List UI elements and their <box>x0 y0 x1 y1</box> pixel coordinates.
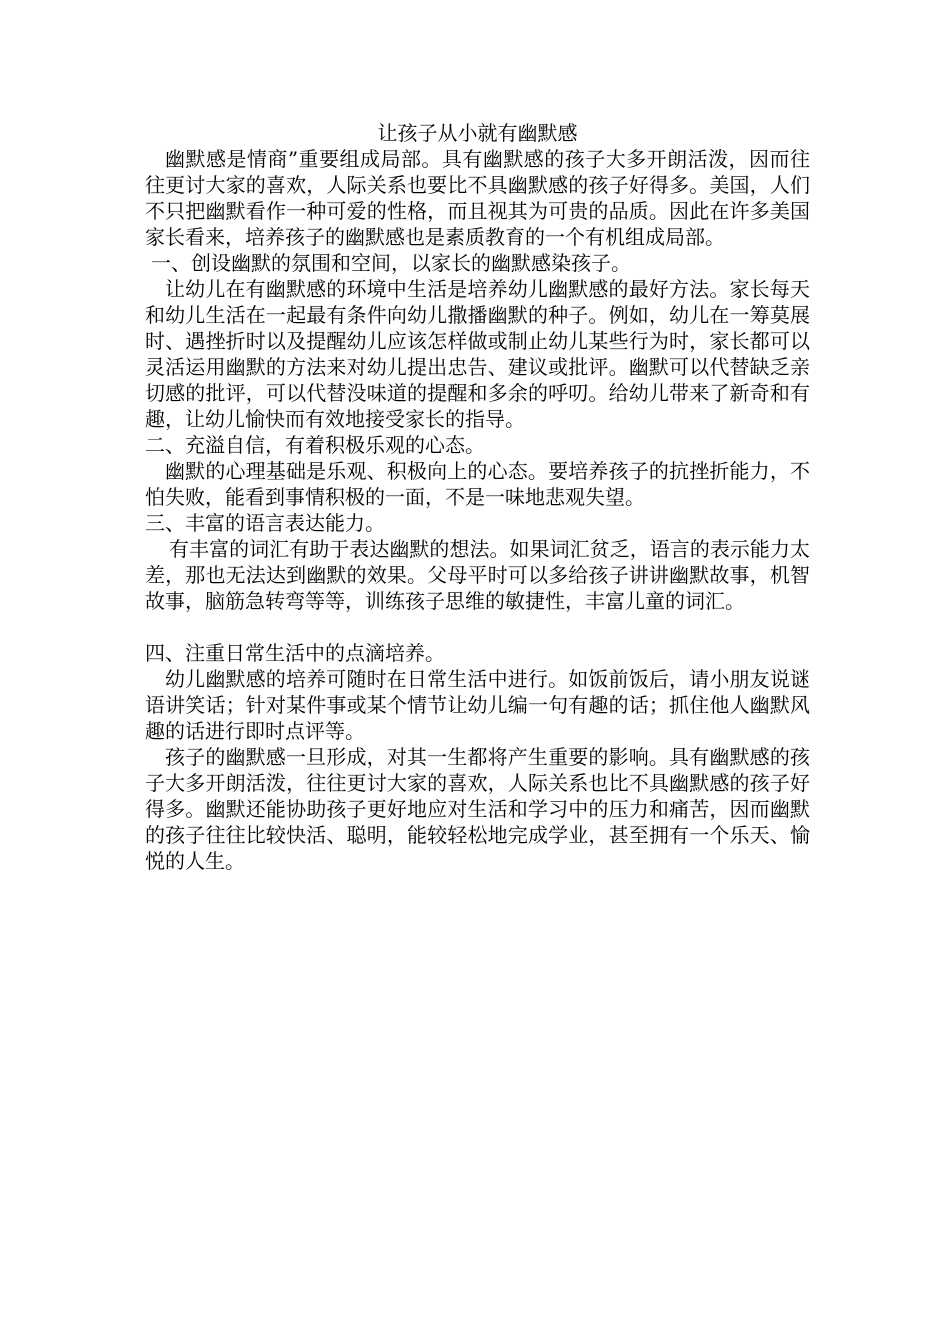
section-1-heading: 一、创设幽默的氛围和空间，以家长的幽默感染孩子。 <box>151 251 631 275</box>
section-4-body: 幼儿幽默感的培养可随时在日常生活中进行。如饭前饭后，请小朋友说谜语讲笑话；针对某件事或某个情节让幼儿编一句有趣的话；抓住他人幽默风趣的话进行即时点评等。 <box>145 667 810 743</box>
section-3-body: 有丰富的词汇有助于表达幽默的想法。如果词汇贫乏，语言的表示能力太差，那也无法达到幽默的效果。父母平时可以多给孩子讲讲幽默故事，机智故事，脑筋急转弯等等，训练孩子思维的敏捷性，丰富儿童的词汇。 <box>145 537 810 613</box>
section-2-body: 幽默的心理基础是乐观、积极向上的心态。要培养孩子的抗挫折能力，不怕失败，能看到事情积极的一面，不是一味地悲观失望。 <box>145 459 810 509</box>
conclusion-paragraph: 孩子的幽默感一旦形成，对其一生都将产生重要的影响。具有幽默感的孩子大多开朗活泼，往往更讨大家的喜欢，人际关系也比不具幽默感的孩子好得多。幽默还能协助孩子更好地应对生活和学习中的压力和痛苦，因而幽默的孩子往往比较快活、聪明，能较轻松地完成学业，甚至拥有一个乐天、愉悦的人生。 <box>145 745 810 873</box>
section-3-heading: 三、丰富的语言表达能力。 <box>145 511 385 535</box>
section-2-heading: 二、充溢自信，有着积极乐观的心态。 <box>145 433 485 457</box>
intro-paragraph: 幽默感是情商”重要组成局部。具有幽默感的孩子大多开朗活泼，因而往往更讨大家的喜欢，人际关系也要比不具幽默感的孩子好得多。美国，人们不只把幽默看作一种可爱的性格，而且视其为可贵的品质。因此在许多美国家长看来，培养孩子的幽默感也是素质教育的一个有机组成局部。 <box>145 147 810 249</box>
section-1-body: 让幼儿在有幽默感的环境中生活是培养幼儿幽默感的最好方法。家长每天和幼儿生活在一起最有条件向幼儿撒播幽默的种子。例如，幼儿在一筹莫展时、遇挫折时以及提醒幼儿应该怎样做或制止幼儿某些行为时，家长都可以灵活运用幽默的方法来对幼儿提出忠告、建议或批评。幽默可以代替缺乏亲切感的批评，可以代替没味道的提醒和多余的呼叨。给幼儿带来了新奇和有趣，让幼儿愉快而有效地接受家长的指导。 <box>145 277 810 431</box>
document-page <box>145 120 810 874</box>
blank-line <box>145 614 810 640</box>
section-4-heading: 四、注重日常生活中的点滴培养。 <box>145 641 445 665</box>
document-title: 让孩子从小就有幽默感 <box>377 121 578 145</box>
